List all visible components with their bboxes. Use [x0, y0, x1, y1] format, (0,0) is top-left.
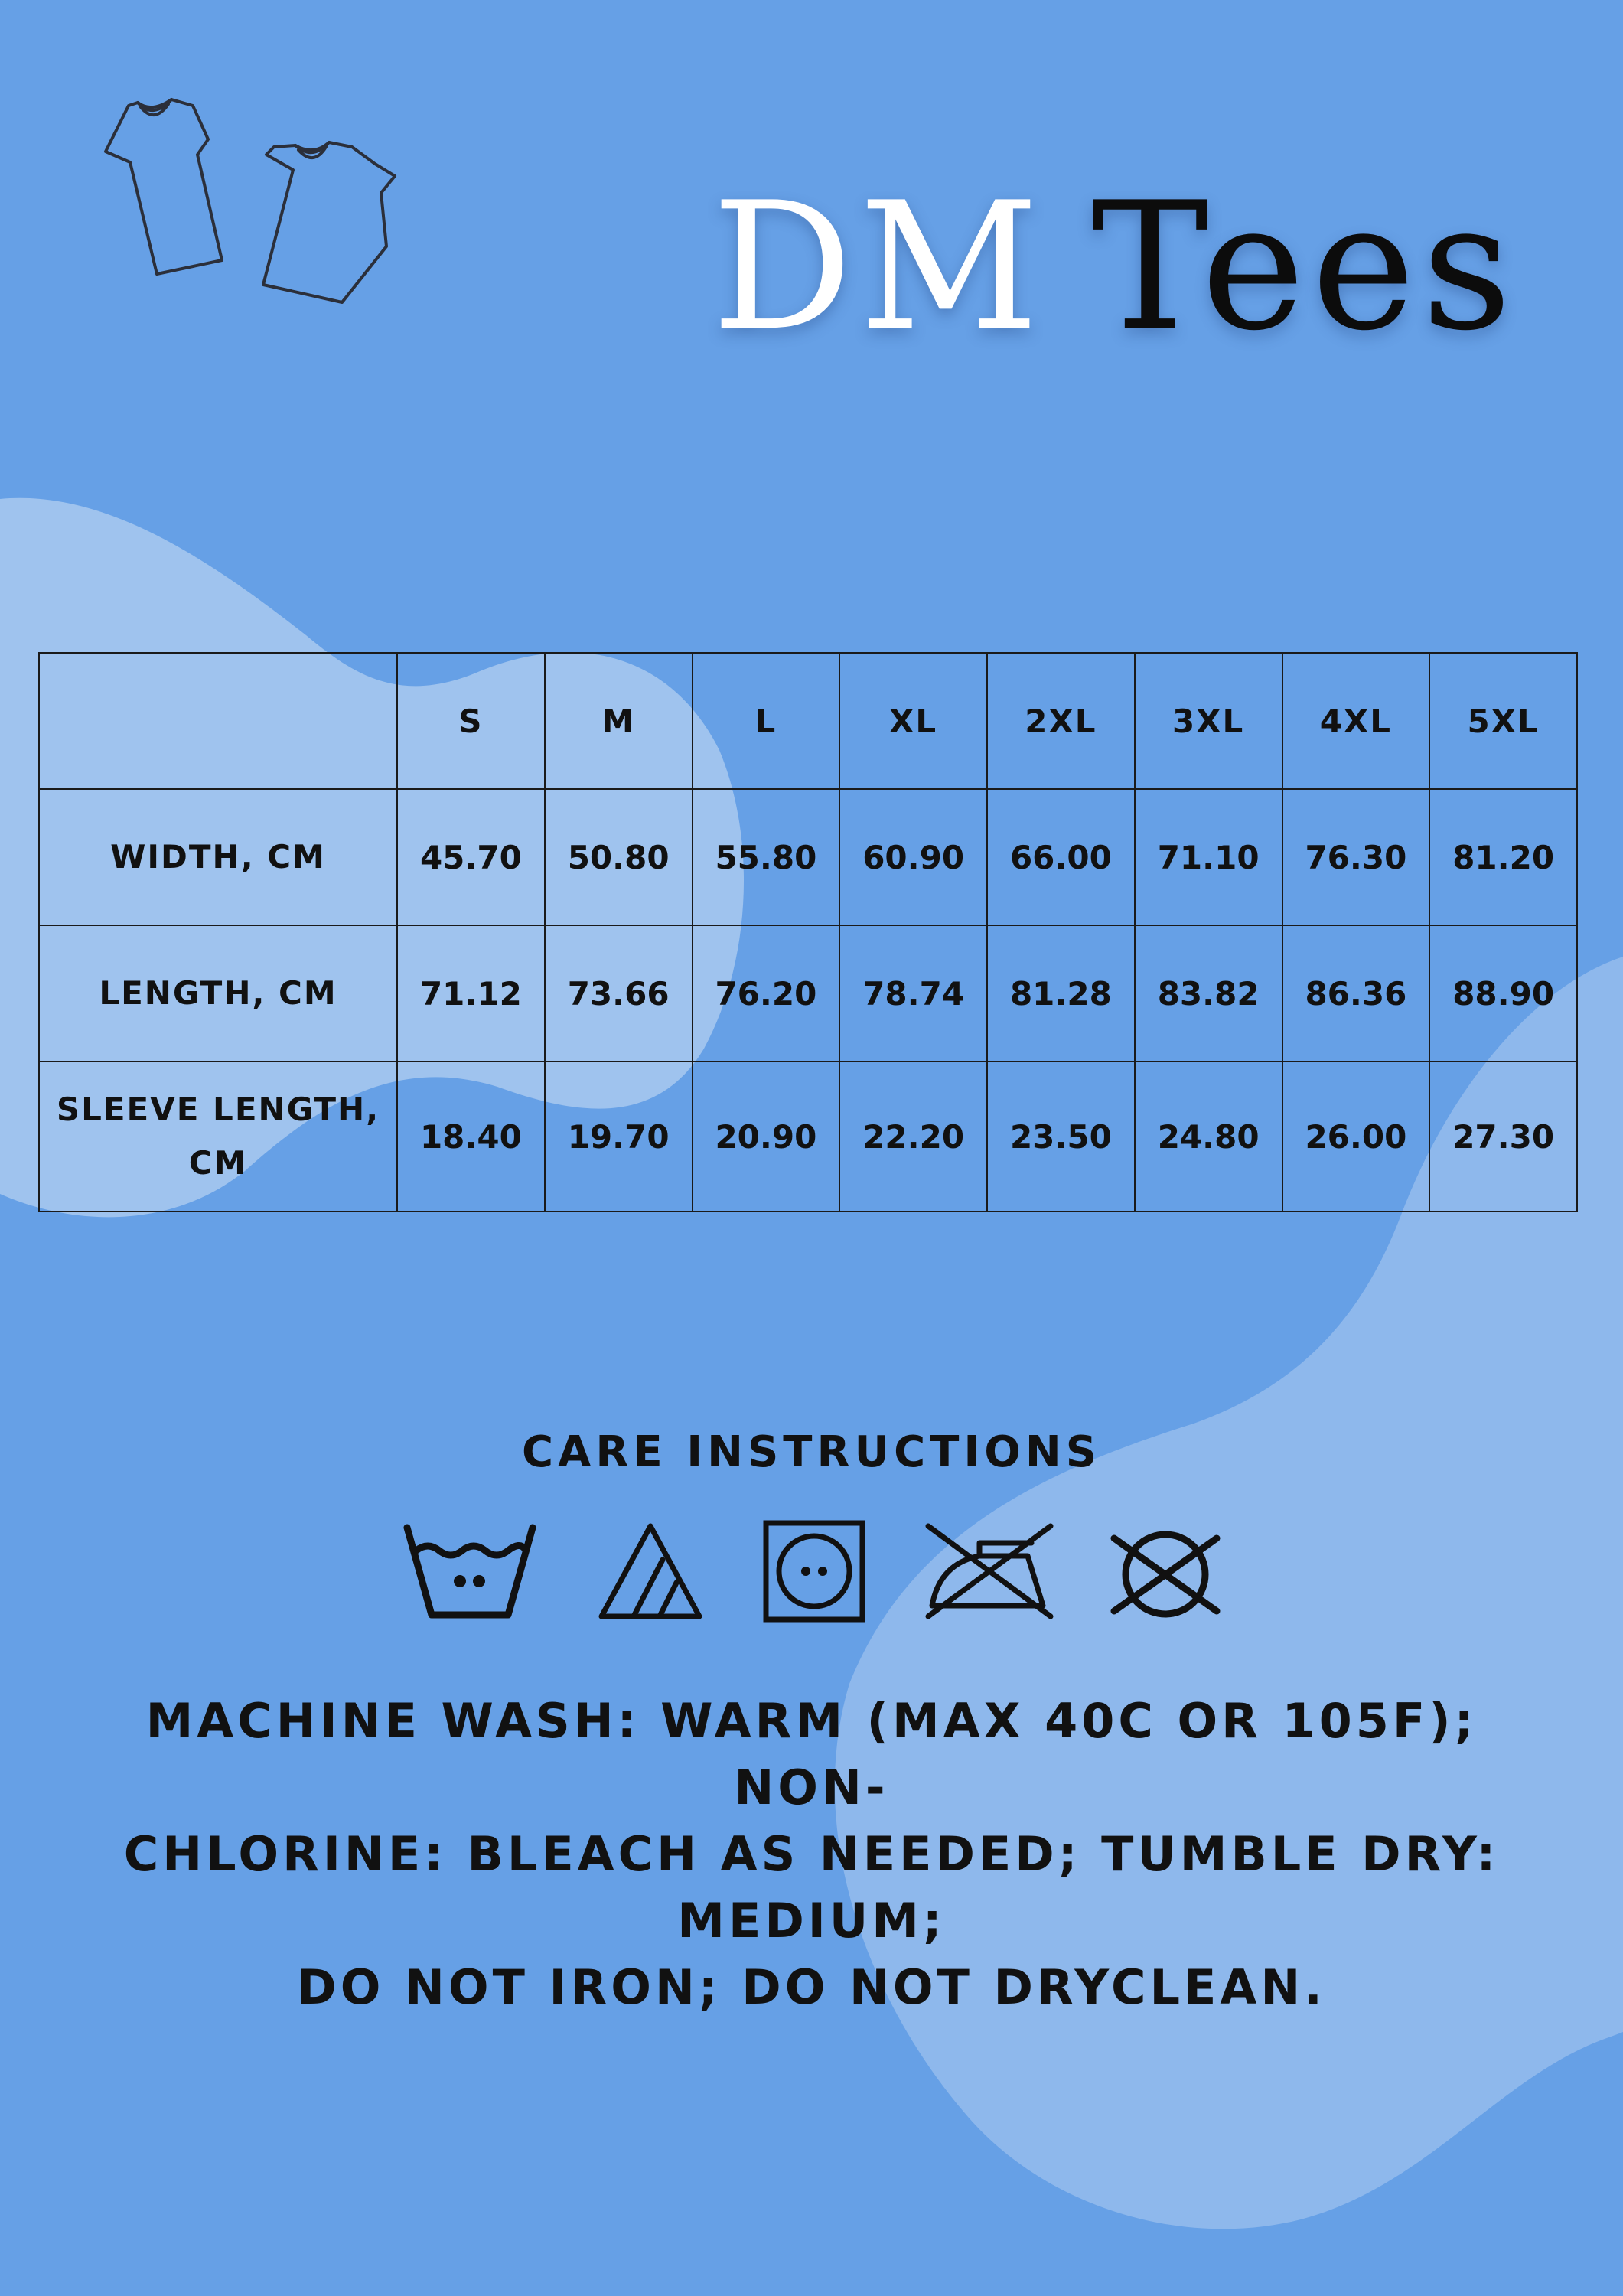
length-cell: 81.28	[987, 925, 1135, 1062]
machine-wash-warm-icon	[401, 1521, 539, 1621]
length-cell: 71.12	[397, 925, 545, 1062]
size-header-2xl: 2XL	[987, 653, 1135, 789]
sleeve-length-cell: 19.70	[545, 1062, 693, 1212]
size-header-5xl: 5XL	[1429, 653, 1577, 789]
tumble-dry-medium-icon	[762, 1519, 866, 1623]
brand-name-dm: DM	[712, 165, 1045, 370]
non-chlorine-bleach-icon	[597, 1521, 704, 1621]
width-cell: 76.30	[1282, 789, 1430, 925]
sleeve-length-row	[39, 1062, 1577, 1212]
length-cell: 88.90	[1429, 925, 1577, 1062]
length-cell: 86.36	[1282, 925, 1430, 1062]
width-cell: 45.70	[397, 789, 545, 925]
care-instructions-title: CARE INSTRUCTIONS	[521, 1427, 1102, 1477]
width-cell: 66.00	[987, 789, 1135, 925]
length-cell: 73.66	[545, 925, 693, 1062]
sleeve-length-cell: 24.80	[1135, 1062, 1282, 1212]
brand-name-tees: Tees	[1090, 165, 1518, 370]
length-cell: 76.20	[693, 925, 840, 1062]
sleeve-length-label-line1: SLEEVE LENGTH,	[56, 1091, 380, 1128]
sleeve-length-cell: 18.40	[397, 1062, 545, 1212]
width-row	[39, 789, 1577, 925]
length-row-label: LENGTH, CM	[39, 925, 397, 1062]
care-text-line: MACHINE WASH: WARM (MAX 40C OR 105F); NON-	[145, 1693, 1478, 1815]
width-cell: 71.10	[1135, 789, 1282, 925]
sleeve-length-label-line2: CM	[188, 1144, 248, 1182]
tshirts-icon	[77, 69, 459, 352]
care-text-line: CHLORINE: BLEACH AS NEEDED; TUMBLE DRY: MEDIUM;	[123, 1826, 1500, 1949]
sleeve-length-cell: 23.50	[987, 1062, 1135, 1212]
width-cell: 81.20	[1429, 789, 1577, 925]
brand-logo	[712, 165, 1518, 370]
size-header-xl: XL	[839, 653, 987, 789]
sleeve-length-cell: 20.90	[693, 1062, 840, 1212]
do-not-dryclean-icon	[1108, 1527, 1223, 1623]
size-header-3xl: 3XL	[1135, 653, 1282, 789]
width-cell: 50.80	[545, 789, 693, 925]
sleeve-length-cell: 27.30	[1429, 1062, 1577, 1212]
size-header-m: M	[545, 653, 693, 789]
length-cell: 83.82	[1135, 925, 1282, 1062]
care-text-line: DO NOT IRON; DO NOT DRYCLEAN.	[297, 1959, 1326, 2015]
length-cell: 78.74	[839, 925, 987, 1062]
size-header-row	[39, 653, 1577, 789]
sleeve-length-cell: 22.20	[839, 1062, 987, 1212]
sleeve-length-row-label	[39, 1062, 397, 1212]
length-row	[39, 925, 1577, 1062]
width-cell: 55.80	[693, 789, 840, 925]
size-header-blank	[39, 653, 397, 789]
size-chart-table	[38, 652, 1578, 1212]
size-header-4xl: 4XL	[1282, 653, 1430, 789]
do-not-iron-icon	[924, 1521, 1054, 1621]
width-cell: 60.90	[839, 789, 987, 925]
care-instructions-text	[77, 1688, 1546, 2020]
size-header-l: L	[693, 653, 840, 789]
size-header-s: S	[397, 653, 545, 789]
width-row-label: WIDTH, CM	[39, 789, 397, 925]
sleeve-length-cell: 26.00	[1282, 1062, 1430, 1212]
